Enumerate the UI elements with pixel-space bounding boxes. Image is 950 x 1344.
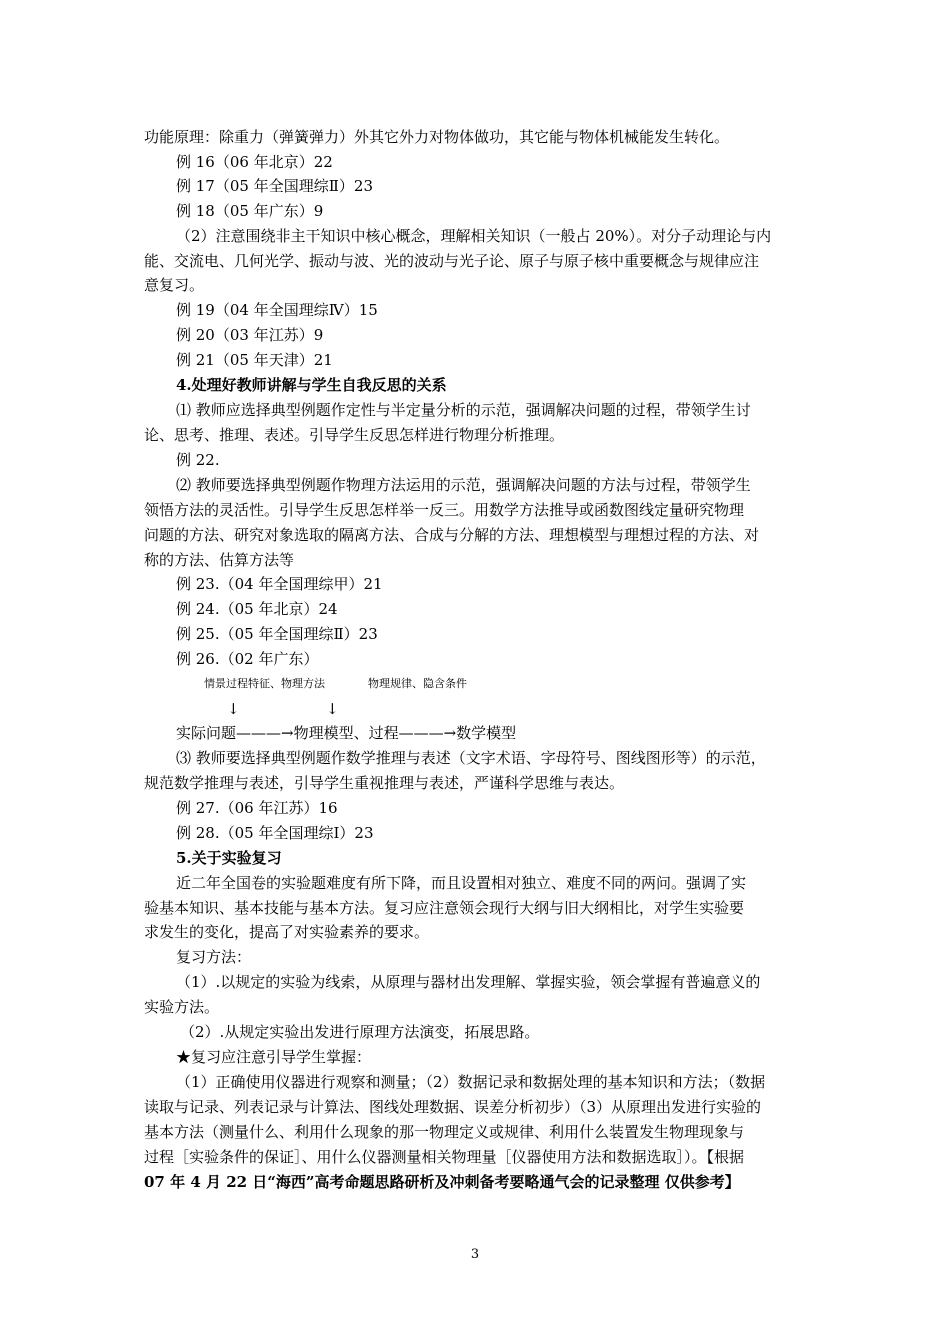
- section-heading: 5.关于实验复习: [176, 849, 282, 867]
- text-line: 过程［实验条件的保证］、用什么仪器测量相关物理量［仪器使用方法和数据选取］）。【根据: [144, 1148, 745, 1166]
- example-line: 例 21（05 年天津）21: [176, 351, 333, 369]
- example-line: 例 19（04 年全国理综Ⅳ）15: [176, 301, 378, 319]
- diagram-label-left: 情景过程特征、物理方法: [204, 677, 325, 690]
- flow-diagram-line: 实际问题———→物理模型、过程———→数学模型: [176, 724, 517, 742]
- text-line: 称的方法、估算方法等: [144, 551, 295, 569]
- down-arrow-icon: ↓: [326, 700, 339, 718]
- text-line: （2）.从规定实验出发进行原理方法演变，拓展思路。: [180, 1023, 540, 1041]
- text-line: 求发生的变化，提高了对实验素养的要求。: [144, 923, 430, 941]
- text-line: 读取与记录、列表记录与计算法、图线处理数据、误差分析初步）（3）从原理出发进行实验的: [144, 1098, 762, 1116]
- example-line: 例 20（03 年江苏）9: [176, 326, 324, 344]
- section-heading: 4.处理好教师讲解与学生自我反思的关系: [176, 376, 447, 394]
- text-line: ★复习应注意引导学生掌握：: [176, 1048, 372, 1066]
- example-line: 例 22.: [176, 451, 220, 469]
- text-line: ⑶ 教师要选择典型例题作数学推理与表述（文字术语、字母符号、图线图形等）的示范，: [176, 749, 766, 767]
- example-line: 例 24.（05 年北京）24: [176, 600, 338, 618]
- example-line: 例 18（05 年广东）9: [176, 202, 324, 220]
- example-line: 例 23.（04 年全国理综甲）21: [176, 575, 383, 593]
- text-line: （1）正确使用仪器进行观察和测量；（2）数据记录和数据处理的基本知识和方法；（数据: [176, 1073, 766, 1091]
- example-line: 例 27.（06 年江苏）16: [176, 799, 338, 817]
- text-line: 近二年全国卷的实验题难度有所下降，而且设置相对独立、难度不同的两问。强调了实: [176, 874, 747, 892]
- text-line: 领悟方法的灵活性。引导学生反思怎样举一反三。用数学方法推导或函数图线定量研究物理: [144, 501, 745, 519]
- down-arrow-icon: ↓: [227, 700, 240, 718]
- text-line: 复习方法：: [176, 948, 252, 966]
- text-line: ⑵ 教师要选择典型例题作物理方法运用的示范，强调解决问题的方法与过程，带领学生: [176, 476, 751, 494]
- text-line: 基本方法（测量什么、利用什么现象的那一物理定义或规律、利用什么装置发生物理现象与: [144, 1123, 745, 1141]
- text-line: 意复习。: [144, 276, 205, 294]
- text-line: 实验方法。: [144, 998, 220, 1016]
- text-line: 论、思考、推理、表述。引导学生反思怎样进行物理分析推理。: [144, 426, 565, 444]
- diagram-label-right: 物理规律、隐含条件: [368, 677, 467, 690]
- example-line: 例 17（05 年全国理综Ⅱ）23: [176, 177, 373, 195]
- text-line: 验基本知识、基本技能与基本方法。复习应注意领会现行大纲与旧大纲相比，对学生实验要: [144, 899, 745, 917]
- text-line: 07 年 4 月 22 日“海西”高考命题思路研析及冲刺备考要略通气会的记录整理 仅供参考】: [144, 1173, 740, 1191]
- example-line: 例 26.（02 年广东）: [176, 650, 319, 668]
- example-line: 例 28.（05 年全国理综Ⅰ）23: [176, 824, 374, 842]
- text-line: （1）.以规定的实验为线索，从原理与器材出发理解、掌握实验，领会掌握有普遍意义的: [176, 973, 761, 991]
- text-line: ⑴ 教师应选择典型例题作定性与半定量分析的示范，强调解决问题的过程，带领学生讨: [176, 401, 751, 419]
- text-line: 规范数学推理与表述，引导学生重视推理与表述，严谨科学思维与表达。: [144, 774, 625, 792]
- text-line: 功能原理：除重力（弹簧弹力）外其它外力对物体做功，其它能与物体机械能发生转化。: [144, 128, 730, 146]
- example-line: 例 16（06 年北京）22: [176, 153, 333, 171]
- page-number: 3: [470, 1247, 480, 1262]
- text-line: 问题的方法、研究对象选取的隔离方法、合成与分解的方法、理想模型与理想过程的方法、对: [144, 526, 760, 544]
- example-line: 例 25.（05 年全国理综Ⅱ）23: [176, 625, 378, 643]
- text-line: （2）注意围绕非主干知识中核心概念，理解相关知识（一般占 20%）。对分子动理论与内: [176, 227, 772, 245]
- text-line: 能、交流电、几何光学、振动与波、光的波动与光子论、原子与原子核中重要概念与规律应注: [144, 252, 760, 270]
